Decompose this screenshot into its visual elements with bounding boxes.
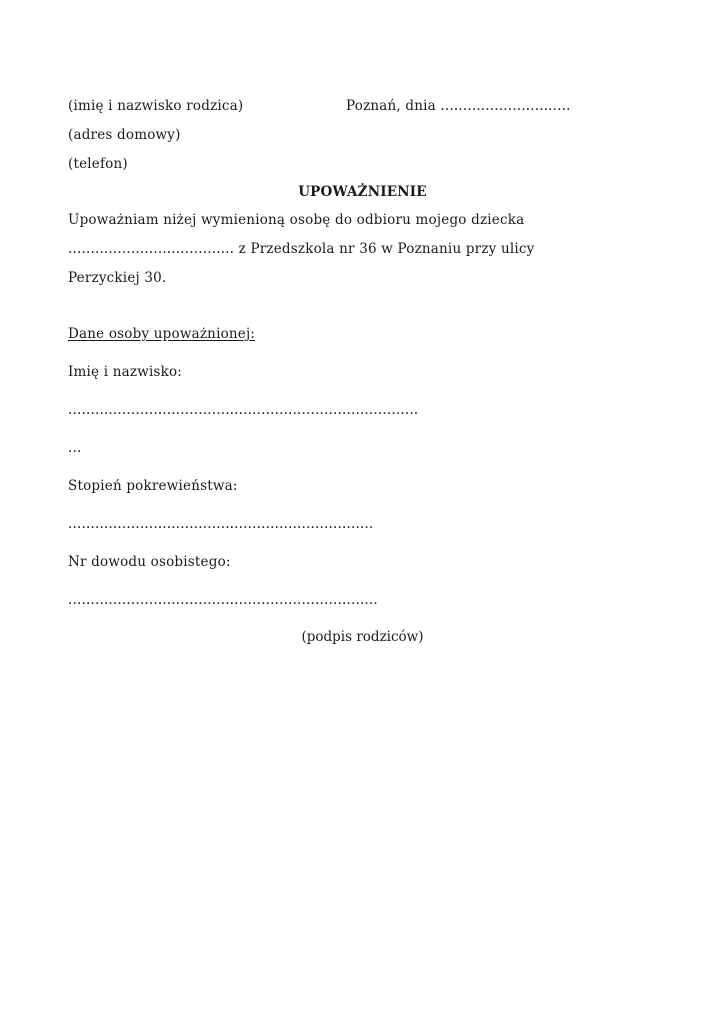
phone-label: (telefon) (68, 156, 128, 172)
document-title: UPOWAŻNIENIE (298, 184, 427, 200)
place-date-field: Poznań, dnia ............................. (346, 98, 571, 114)
id-number-label: Nr dowodu osobistego: (68, 554, 231, 570)
id-number-dots: ..................................................................... (68, 592, 378, 608)
name-label: Imię i nazwisko: (68, 364, 183, 380)
body-line-2: ..................................... z Przedszkola nr 36 w Poznaniu przy ulicy (68, 241, 535, 257)
signature-label: (podpis rodziców) (301, 629, 424, 645)
relation-dots: .................................................................... (68, 516, 374, 532)
parent-name-label: (imię i nazwisko rodzica) (68, 98, 244, 114)
relation-label: Stopień pokrewieństwa: (68, 478, 238, 494)
body-line-3: Perzyckiej 30. (68, 270, 167, 286)
name-dots: .............................................................................. (68, 402, 419, 418)
authorized-section-label: Dane osoby upoważnionej: (68, 326, 256, 342)
name-dots-continued: ... (68, 440, 82, 456)
address-label: (adres domowy) (68, 127, 181, 143)
body-line-1: Upoważniam niżej wymienioną osobę do odbioru mojego dziecka (68, 212, 525, 228)
